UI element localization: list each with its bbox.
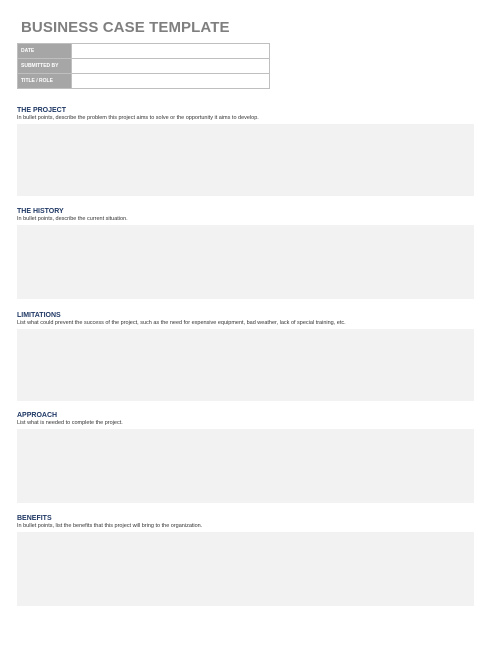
benefits-content-box[interactable] [17,532,474,606]
submitted-by-field[interactable] [72,59,270,74]
section-benefits [17,514,474,606]
section-instructions: In bullet points, describe the problem this project aims to solve or the opportunity it aims to develop. [17,115,259,121]
section-instructions: In bullet points, describe the current situation. [17,216,128,222]
project-content-box[interactable] [17,124,474,196]
info-row-date [18,44,270,59]
title-role-label: TITLE / ROLE [18,74,72,89]
approach-content-box[interactable] [17,429,474,503]
section-instructions: List what is needed to complete the project. [17,420,123,426]
section-the-project [17,106,474,196]
history-content-box[interactable] [17,225,474,299]
section-heading: THE PROJECT [17,107,67,114]
page-title: BUSINESS CASE TEMPLATE [21,19,230,36]
section-instructions: List what could prevent the success of the project, such as the need for expensive equipment, bad weather, lack of special training, etc. [17,320,346,326]
section-limitations [17,311,474,401]
section-approach [17,411,474,503]
section-heading: LIMITATIONS [17,312,61,319]
section-heading: THE HISTORY [17,208,64,215]
info-row-submitted-by [18,59,270,74]
submitted-by-label: SUBMITTED BY [18,59,72,74]
title-role-field[interactable] [72,74,270,89]
section-heading: APPROACH [17,412,58,419]
section-heading: BENEFITS [17,515,52,522]
section-instructions: In bullet points, list the benefits that this project will bring to the organization. [17,523,203,529]
section-the-history [17,207,474,299]
info-table [17,43,270,89]
date-label: DATE [18,44,72,59]
limitations-content-box[interactable] [17,329,474,401]
info-row-title-role [18,74,270,89]
date-field[interactable] [72,44,270,59]
